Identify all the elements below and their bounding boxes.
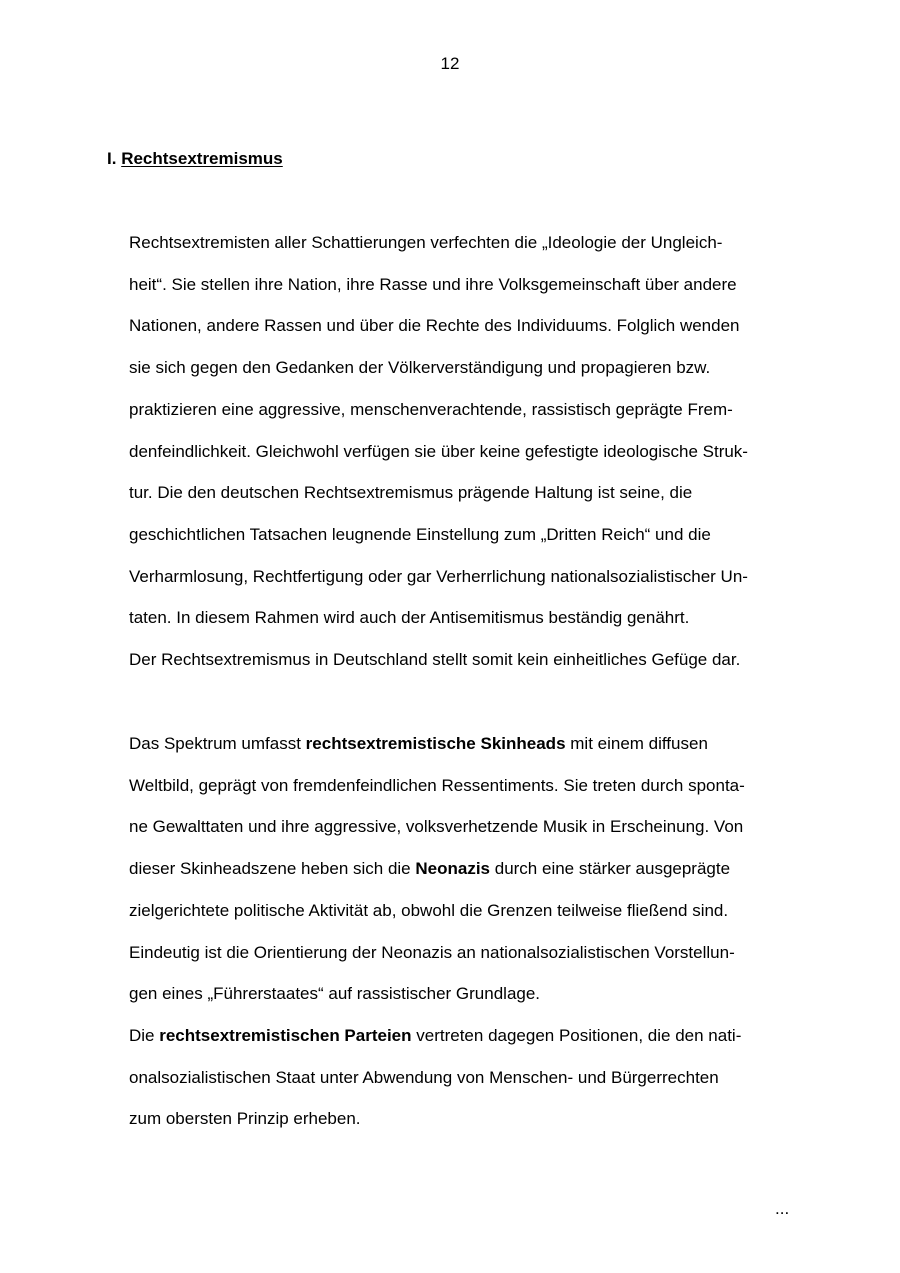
text-line: zielgerichtete politische Aktivität ab, obwohl die Grenzen teilweise fließend sind. bbox=[129, 901, 729, 920]
text-run: vertreten dagegen Positionen, die den nati- bbox=[411, 1026, 742, 1045]
text-run: mit einem diffusen bbox=[565, 734, 708, 753]
text-line: geschichtlichen Tatsachen leugnende Einstellung zum „Dritten Reich“ und die bbox=[129, 525, 711, 544]
text-run: durch eine stärker ausgeprägte bbox=[490, 859, 731, 878]
text-line: onalsozialistischen Staat unter Abwendung von Menschen- und Bürgerrechten bbox=[129, 1068, 719, 1087]
page-number: 12 bbox=[440, 54, 460, 73]
text-line bbox=[129, 734, 708, 754]
text-line: taten. In diesem Rahmen wird auch der Antisemitismus beständig genährt. bbox=[129, 608, 690, 627]
text-line: heit“. Sie stellen ihre Nation, ihre Rasse und ihre Volksgemeinschaft über andere bbox=[129, 275, 737, 294]
bold-term-parteien: rechtsextremistischen Parteien bbox=[159, 1026, 412, 1045]
text-line: zum obersten Prinzip erheben. bbox=[129, 1109, 361, 1128]
text-run: Die bbox=[129, 1026, 160, 1045]
heading-numeral: I. bbox=[107, 149, 117, 168]
text-run: Das Spektrum umfasst bbox=[129, 734, 306, 753]
text-line: Verharmlosung, Rechtfertigung oder gar Verherrlichung nationalsozialistischer Un- bbox=[129, 567, 748, 586]
text-line bbox=[129, 1026, 741, 1046]
text-line: denfeindlichkeit. Gleichwohl verfügen sie über keine gefestigte ideologische Struk- bbox=[129, 442, 748, 461]
text-line: Eindeutig ist die Orientierung der Neonazis an nationalsozialistischen Vorstellun- bbox=[129, 943, 735, 962]
text-line: sie sich gegen den Gedanken der Völkerverständigung und propagieren bzw. bbox=[129, 358, 711, 377]
text-line: Rechtsextremisten aller Schattierungen verfechten die „Ideologie der Ungleich- bbox=[129, 233, 723, 252]
text-line: Nationen, andere Rassen und über die Rechte des Individuums. Folglich wenden bbox=[129, 316, 740, 335]
text-line: ne Gewalttaten und ihre aggressive, volksverhetzende Musik in Erscheinung. Von bbox=[129, 817, 744, 836]
bold-term-neonazis: Neonazis bbox=[415, 859, 491, 878]
text-line: Weltbild, geprägt von fremdenfeindlichen Ressentiments. Sie treten durch sponta- bbox=[129, 776, 745, 795]
text-line: Der Rechtsextremismus in Deutschland stellt somit kein einheitliches Gefüge dar. bbox=[129, 650, 741, 669]
text-line: tur. Die den deutschen Rechtsextremismus prägende Haltung ist seine, die bbox=[129, 483, 693, 502]
text-line bbox=[129, 859, 730, 879]
text-line: gen eines „Führerstaates“ auf rassistischer Grundlage. bbox=[129, 984, 541, 1003]
continuation-mark: ... bbox=[775, 1199, 790, 1218]
heading-title: Rechtsextremismus bbox=[121, 149, 283, 168]
text-line: praktizieren eine aggressive, menschenverachtende, rassistisch geprägte Frem- bbox=[129, 400, 733, 419]
text-run: dieser Skinheadszene heben sich die bbox=[129, 859, 416, 878]
section-heading bbox=[107, 149, 283, 169]
bold-term-skinheads: rechtsextremistische Skinheads bbox=[305, 734, 566, 753]
